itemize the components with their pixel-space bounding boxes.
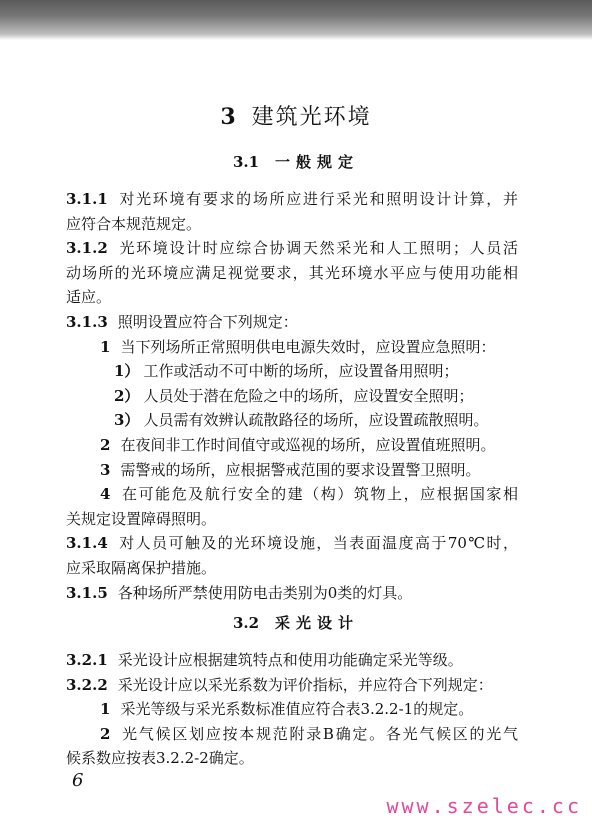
item-number: 1 — [100, 700, 111, 719]
section-number: 3.2 — [232, 614, 260, 632]
text-line — [66, 408, 518, 432]
line-text: 当下列场所正常照明供电电源失效时，应设置应急照明： — [120, 337, 496, 356]
clause-number: 3.1.3 — [66, 313, 108, 331]
item-number: 3 — [100, 460, 111, 479]
line-text: 工作或活动不可中断的场所，应设置备用照明； — [143, 362, 459, 381]
text-line — [66, 648, 518, 672]
line-text: 适应。 — [66, 288, 112, 307]
text-line — [66, 581, 518, 605]
line-text: 光气候区划应按本规范附录B确定。各光气候区的光气 — [120, 724, 518, 743]
line-text: 各种场所严禁使用防电击类别为0类的灯具。 — [117, 583, 413, 602]
text-line — [66, 746, 518, 770]
clause-number: 3.2.1 — [66, 651, 108, 669]
text-line — [66, 187, 518, 211]
text-line — [66, 697, 518, 721]
section-heading-3-1 — [0, 151, 592, 172]
clause-number: 3.1.2 — [66, 239, 108, 258]
text-line — [66, 261, 518, 285]
item-number: 2 — [100, 724, 111, 743]
text-line — [66, 236, 518, 260]
text-line — [66, 212, 518, 236]
page-number: 6 — [72, 770, 84, 791]
line-text: 需警戒的场所，应根据警戒范围的要求设置警卫照明。 — [120, 460, 481, 479]
section-number: 3.1 — [232, 153, 260, 171]
section-title: 采光设计 — [275, 614, 360, 632]
item-number: 2 — [100, 436, 111, 454]
text-line — [66, 531, 518, 555]
text-line — [66, 335, 518, 359]
sub-item-number: 2） — [114, 386, 140, 405]
line-text: 动场所的光环境应满足视觉要求，其光环境水平应与使用功能相 — [66, 263, 518, 282]
clause-number: 3.1.1 — [66, 190, 108, 208]
line-text: 人员处于潜在危险之中的场所，应设置安全照明； — [143, 386, 474, 405]
line-text: 光环境设计时应综合协调天然采光和人工照明；人员活 — [117, 239, 518, 258]
sub-item-number: 3） — [114, 411, 140, 430]
line-text: 采光等级与采光系数标准值应符合表3.2.2-1的规定。 — [120, 700, 474, 719]
line-text: 采光设计应以采光系数为评价指标，并应符合下列规定： — [117, 675, 493, 694]
line-text: 应采取隔离保护措施。 — [66, 559, 217, 577]
item-number: 1 — [100, 337, 111, 356]
text-line — [66, 482, 518, 506]
text-line — [66, 310, 518, 334]
line-text: 照明设置应符合下列规定： — [117, 313, 298, 331]
text-line — [66, 458, 518, 482]
line-text: 候系数应按表3.2.2-2确定。 — [66, 749, 254, 768]
line-text: 人员需有效辨认疏散路径的场所，应设置疏散照明。 — [143, 411, 489, 430]
clause-number: 3.1.4 — [66, 534, 108, 553]
text-line — [66, 722, 518, 746]
scan-top-shadow — [0, 0, 592, 40]
text-line — [66, 359, 518, 383]
text-line — [66, 433, 518, 457]
line-text: 关规定设置障碍照明。 — [66, 509, 217, 528]
clause-number: 3.1.5 — [66, 583, 108, 602]
text-line — [66, 673, 518, 697]
text-line — [66, 556, 518, 580]
line-text: 应符合本规范规定。 — [66, 214, 202, 233]
line-text: 在可能危及航行安全的建（构）筑物上，应根据国家相 — [120, 485, 518, 504]
chapter-title: 建筑光环境 — [251, 105, 372, 130]
line-text: 对光环境有要求的场所应进行采光和照明设计计算，并 — [117, 190, 518, 208]
line-text: 在夜间非工作时间值守或巡视的场所，应设置值班照明。 — [120, 436, 496, 454]
text-line — [66, 507, 518, 531]
text-line — [66, 384, 518, 408]
watermark: www.szelec.cc — [386, 794, 582, 818]
item-number: 4 — [100, 485, 111, 504]
sub-item-number: 1） — [114, 362, 140, 381]
line-text: 对人员可触及的光环境设施，当表面温度高于70℃时， — [117, 534, 518, 553]
section-heading-3-2 — [0, 612, 592, 633]
chapter-number: 3 — [220, 104, 238, 130]
text-line — [66, 285, 518, 309]
chapter-heading — [0, 100, 592, 131]
section-title: 一般规定 — [275, 153, 360, 171]
line-text: 采光设计应根据建筑特点和使用功能确定采光等级。 — [117, 651, 463, 669]
clause-number: 3.2.2 — [66, 675, 108, 694]
